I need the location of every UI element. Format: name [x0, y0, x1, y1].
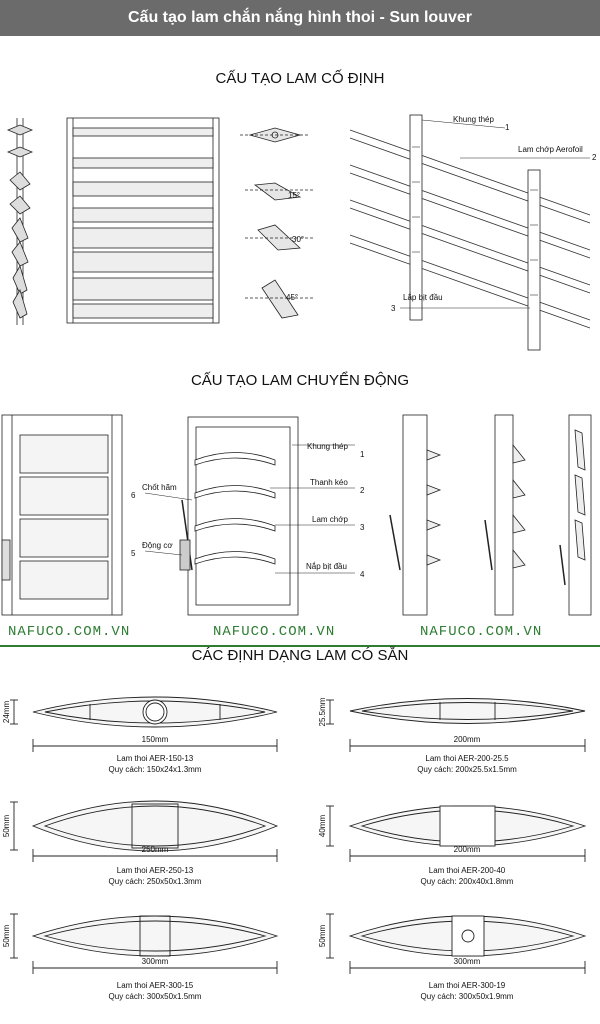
profile-caption — [55, 865, 255, 887]
profile-name: Lam thoi AER-200-25.5 — [425, 754, 509, 763]
profile-spec: Quy cách: 300x50x1.5mm — [108, 992, 202, 1001]
profile-spec: Quy cách: 200x40x1.8mm — [420, 877, 514, 886]
moving-label-frame: Khung thép — [307, 442, 348, 451]
profile-name: Lam thoi AER-250-13 — [116, 866, 194, 875]
fixed-callout-num-2: 2 — [592, 153, 597, 162]
fixed-callout-label-frame: Khung thép — [453, 115, 494, 124]
profile-spec: Quy cách: 150x24x1.3mm — [108, 765, 202, 774]
profile-name: Lam thoi AER-150-13 — [116, 754, 194, 763]
moving-louver-diagram — [0, 405, 600, 623]
formats-title: CÁC ĐỊNH DẠNG LAM CÓ SẴN — [191, 647, 409, 664]
dim-height: 24mm — [2, 700, 11, 724]
moving-label-rod: Thanh kéo — [310, 478, 348, 487]
moving-num-3: 3 — [360, 523, 365, 532]
moving-label-motor: Động cơ — [142, 541, 173, 550]
dim-height: 50mm — [318, 924, 327, 948]
watermark: NAFUCO.COM.VN — [8, 624, 131, 640]
profile-spec: Quy cách: 250x50x1.3mm — [108, 877, 202, 886]
watermark: NAFUCO.COM.VN — [213, 624, 336, 640]
watermark-row — [0, 624, 600, 646]
dim-height: 50mm — [2, 814, 11, 838]
profile-caption — [367, 980, 567, 1002]
profile-caption — [367, 753, 567, 775]
moving-label-lock: Chốt hãm — [142, 483, 177, 492]
profile-spec: Quy cách: 200x25.5x1.5mm — [417, 765, 517, 774]
watermark: NAFUCO.COM.VN — [420, 624, 543, 640]
dim-height: 50mm — [2, 924, 11, 948]
angle-label-30: 30° — [292, 235, 305, 244]
profile-caption — [367, 865, 567, 887]
profile-name: Lam thoi AER-300-15 — [116, 981, 194, 990]
moving-louver-title: CẤU TẠO LAM CHUYỂN ĐỘNG — [190, 372, 410, 389]
fixed-callout-label-cap: Lắp bịt đầu — [403, 293, 443, 302]
profile-caption — [55, 980, 255, 1002]
moving-num-2: 2 — [360, 486, 365, 495]
dim-height: 25.5mm — [318, 697, 327, 727]
profile-caption — [55, 753, 255, 775]
fixed-callout-num-3: 3 — [391, 304, 396, 313]
fixed-callout-label-blade: Lam chớp Aerofoil — [518, 145, 583, 154]
page-banner: Cấu tạo lam chắn nắng hình thoi - Sun louver — [0, 0, 600, 36]
fixed-louver-title: CẤU TẠO LAM CỐ ĐỊNH — [215, 70, 385, 87]
angle-label-45: 45° — [286, 293, 299, 302]
dim-width: 150mm — [141, 735, 169, 744]
angle-label-15: 15° — [288, 191, 301, 200]
moving-label-cap: Nắp bịt đầu — [306, 562, 347, 571]
fixed-callout-num-1: 1 — [505, 123, 510, 132]
fixed-louver-diagram — [0, 100, 600, 360]
profile-name: Lam thoi AER-300-19 — [428, 981, 506, 990]
moving-num-4: 4 — [360, 570, 365, 579]
moving-num-5: 5 — [131, 549, 136, 558]
profile-drawings — [0, 664, 600, 1024]
dim-width: 300mm — [141, 957, 169, 966]
dim-width: 250mm — [141, 845, 169, 854]
dim-width: 200mm — [453, 735, 481, 744]
dim-width: 200mm — [453, 845, 481, 854]
moving-label-blade: Lam chớp — [312, 515, 348, 524]
dim-height: 40mm — [318, 814, 327, 838]
dim-width: 300mm — [453, 957, 481, 966]
profile-name: Lam thoi AER-200-40 — [428, 866, 506, 875]
profile-spec: Quy cách: 300x50x1.9mm — [420, 992, 514, 1001]
moving-num-6: 6 — [131, 491, 136, 500]
moving-num-1: 1 — [360, 450, 365, 459]
